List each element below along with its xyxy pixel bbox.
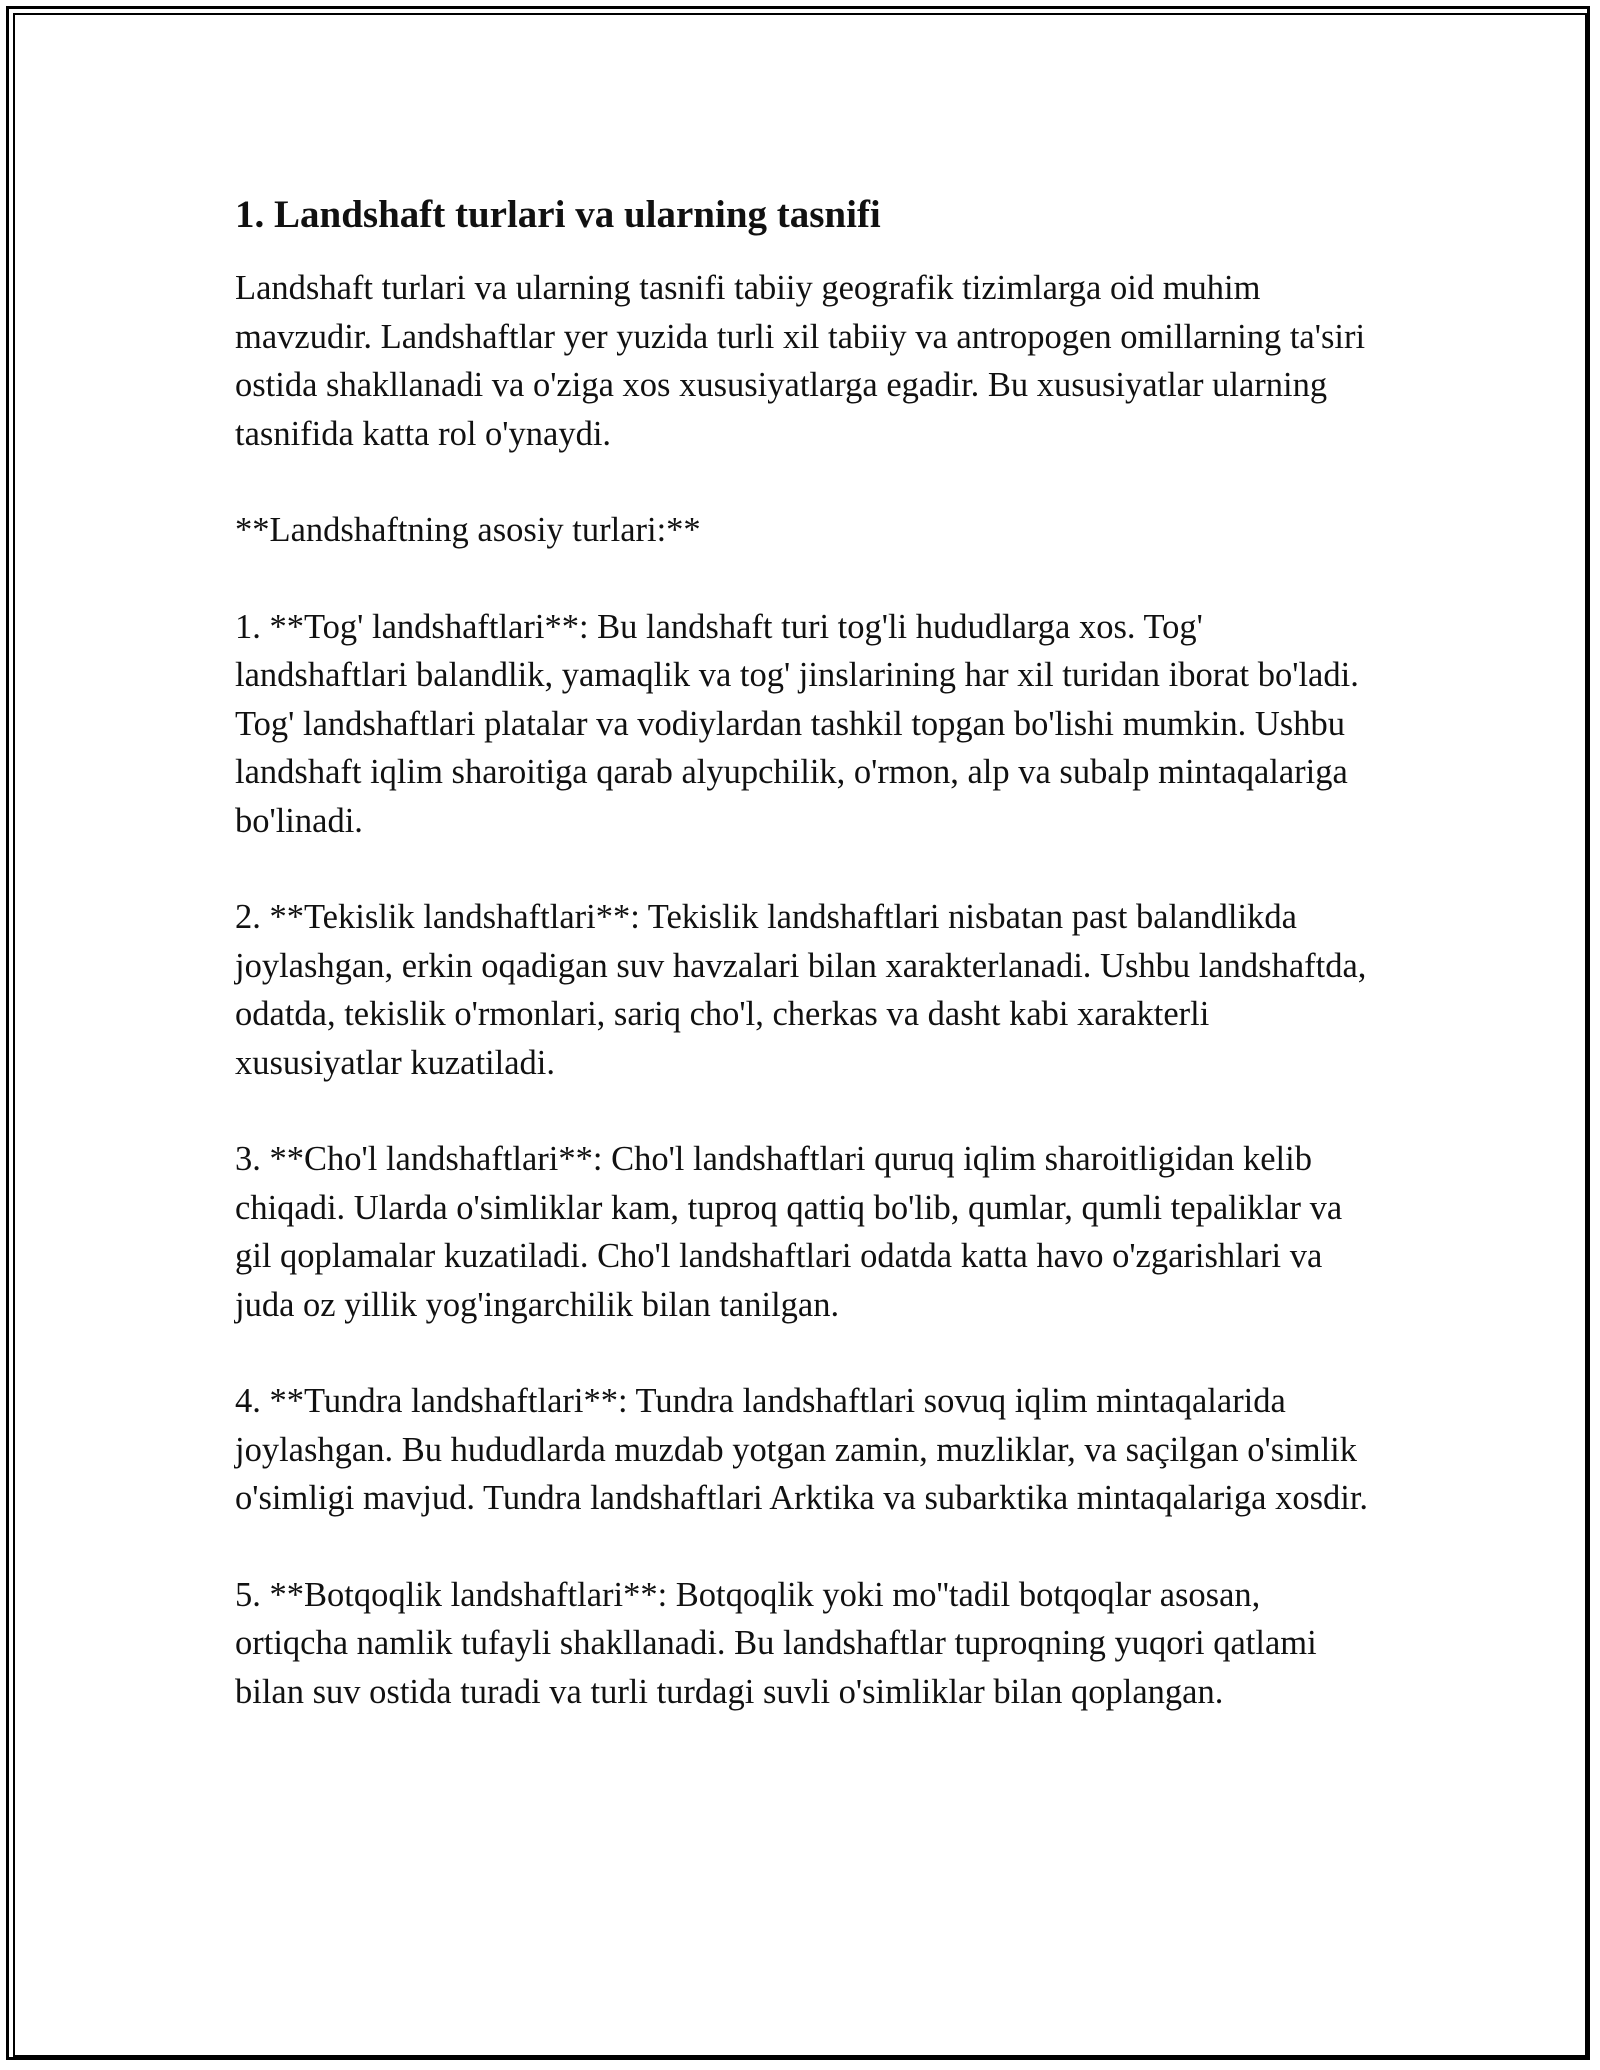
list-item-mountain: 1. **Tog' landshaftlari**: Bu landshaft turi tog'li hududlarga xos. Tog' landshaftlari balandlik, yamaqlik va tog' jinslarining har xil turidan iborat bo'ladi. Tog' landshaftlari platalar va vodiylardan tashkil topgan bo'lishi mumkin. Ushbu landshaft iqlim sharoitiga qarab alyupchilik, o'rmon, alp va subalp mintaqalariga bo'linadi. [235, 607, 1367, 840]
list-item-plain: 2. **Tekislik landshaftlari**: Tekislik landshaftlari nisbatan past balandlikda joylashgan, erkin oqadigan suv havzalari bilan xarakterlanadi. Ushbu landshaftda, odatda, tekislik o'rmonlari, sariq cho'l, cherkas va dasht kabi xarakterli xususiyatlar kuzatiladi. [235, 898, 1376, 1082]
list-item-swamp: 5. **Botqoqlik landshaftlari**: Botqoqlik yoki mo''tadil botqoqlar asosan, ortiqcha namlik tufayli shakllanadi. Bu landshaftlar tuproqning yuqori qatlami bilan suv ostida turadi va turli turdagi suvli o'simliklar bilan qoplangan. [235, 1575, 1326, 1711]
list-item-tundra: 4. **Tundra landshaftlari**: Tundra landshaftlari sovuq iqlim mintaqalarida joylashgan. Bu hududlarda muzdab yotgan zamin, muzliklar, va saçilgan o'simlik o'simligi mavjud. Tundra landshaftlari Arktika va subarktika mintaqalariga xosdir. [235, 1382, 1369, 1517]
intro-paragraph: Landshaft turlari va ularning tasnifi tabiiy geografik tizimlarga oid muhim mavzudir. Landshaftlar yer yuzida turli xil tabiiy va antropogen omillarning ta'siri ostida shakllanadi va o'ziga xos xususiyatlarga egadir. Bu xususiyatlar ularning tasnifida katta rol o'ynaydi. [235, 269, 1374, 453]
list-item-desert: 3. **Cho'l landshaftlari**: Cho'l landshaftlari quruq iqlim sharoitligidan kelib chiqadi. Ularda o'simliklar kam, tuproq qattiq bo'lib, qumlar, qumli tepaliklar va gil qoplamalar kuzatiladi. Cho'l landshaftlari odatda katta havo o'zgarishlari va juda oz yillik yog'ingarchilik bilan tanilgan. [235, 1140, 1351, 1324]
document-title: 1. Landshaft turlari va ularning tasnifi [235, 193, 881, 236]
section-subheading: **Landshaftning asosiy turlari:** [235, 511, 701, 549]
document-body [235, 180, 1380, 1764]
